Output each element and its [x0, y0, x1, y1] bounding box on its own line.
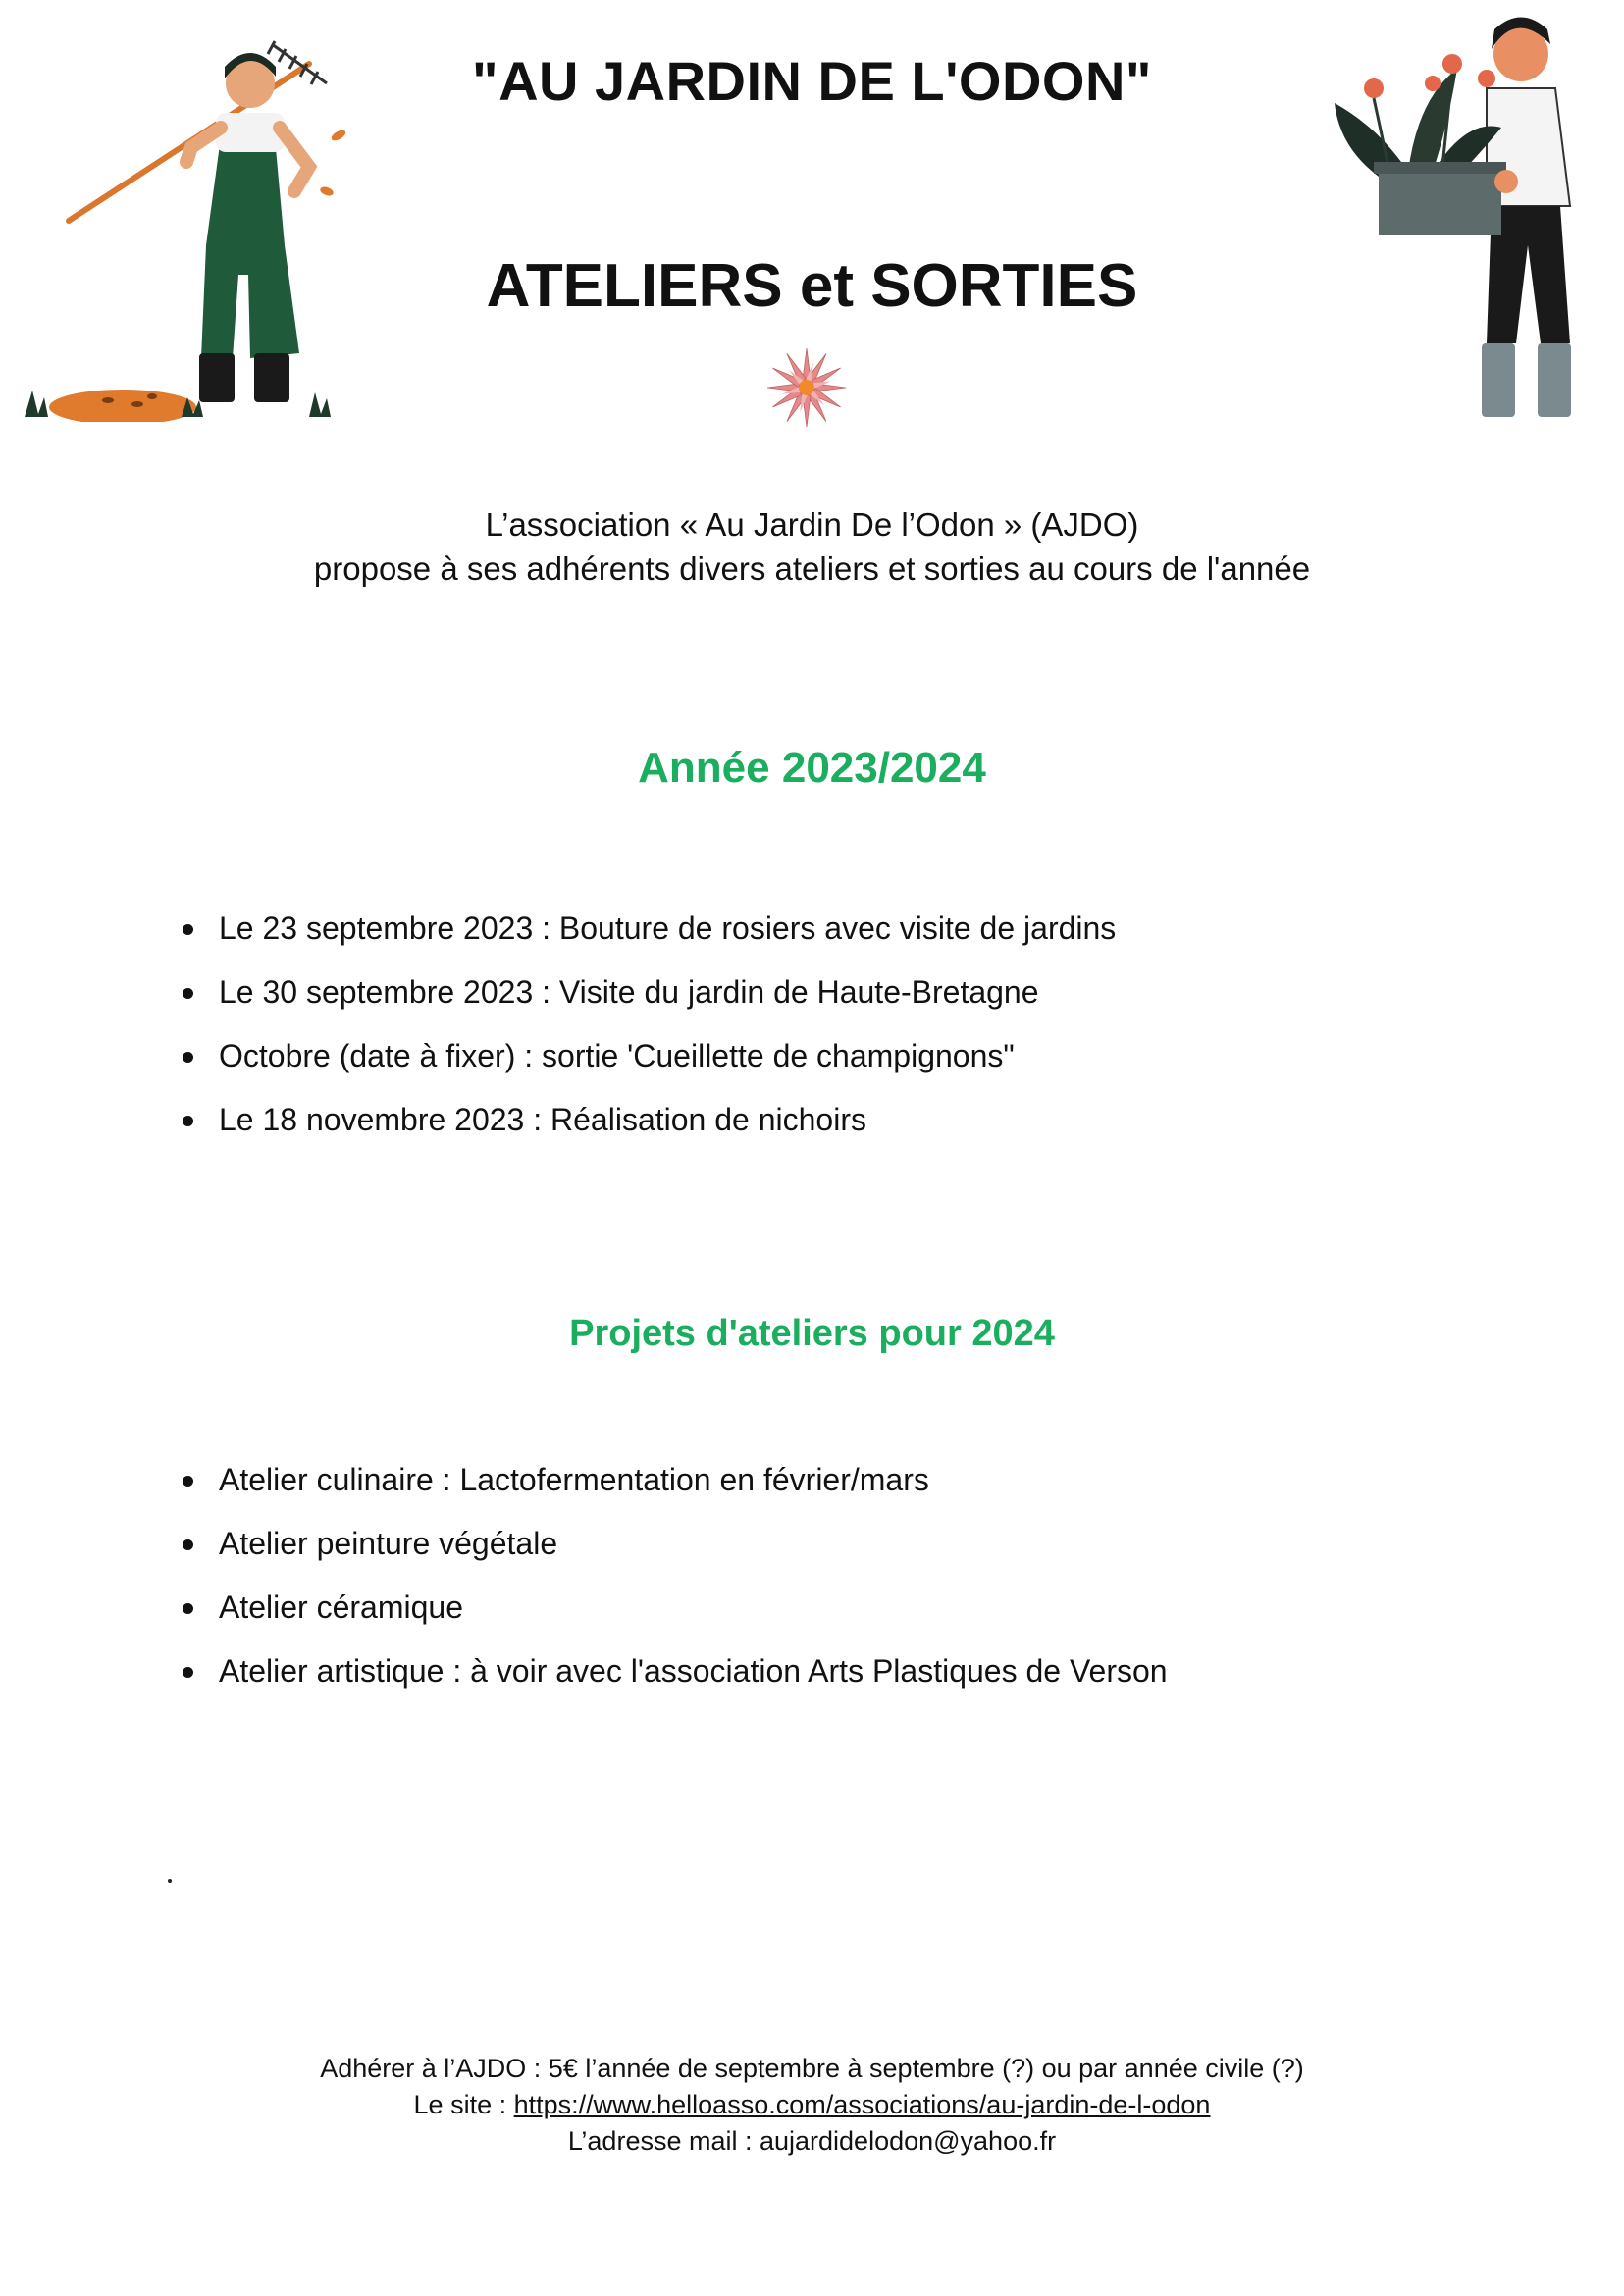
list-item: [172, 1036, 1116, 1100]
list-item: [172, 972, 1116, 1036]
intro-line: L’association « Au Jardin De l’Odon » (AJDO): [485, 506, 1139, 543]
list-item-text: Atelier artistique : à voir avec l'association Arts Plastiques de Verson: [219, 1653, 1168, 1689]
site-link[interactable]: https://www.helloasso.com/associations/au-jardin-de-l-odon: [513, 2090, 1211, 2119]
section-heading-projets-2024: Projets d'ateliers pour 2024: [569, 1313, 1055, 1354]
section-heading-2023-2024: Année 2023/2024: [638, 744, 986, 792]
bullet-icon: [183, 1539, 193, 1550]
bullet-icon: [183, 1052, 193, 1063]
page-subtitle: ATELIERS et SORTIES: [486, 252, 1138, 320]
membership-info: Adhérer à l’AJDO : 5€ l’année de septembre à septembre (?) ou par année civile (?): [320, 2054, 1304, 2083]
list-item-text: Le 18 novembre 2023 : Réalisation de nichoirs: [219, 1102, 866, 1137]
intro-text: [0, 502, 1624, 591]
list-item: [172, 1460, 1168, 1524]
bullet-icon: [183, 1603, 193, 1614]
mail-info: L’adresse mail : aujardidelodon@yahoo.fr: [567, 2126, 1057, 2156]
site-label: Le site :: [413, 2090, 514, 2119]
bullet-icon: [183, 1476, 193, 1487]
site-line: [0, 2087, 1624, 2123]
stray-mark: [168, 1879, 172, 1883]
list-item-text: Atelier culinaire : Lactofermentation en février/mars: [219, 1462, 929, 1497]
list-item: [172, 909, 1116, 972]
list-item: [172, 1100, 1116, 1164]
bullet-icon: [183, 1116, 193, 1126]
bullet-icon: [183, 1667, 193, 1678]
intro-line: propose à ses adhérents divers ateliers et sorties au cours de l'année: [313, 550, 1311, 587]
list-item-text: Atelier peinture végétale: [219, 1526, 558, 1561]
list-item-text: Le 23 septembre 2023 : Bouture de rosiers avec visite de jardins: [219, 911, 1117, 946]
page-title: "AU JARDIN DE L'ODON": [472, 50, 1152, 112]
list-item-text: Octobre (date à fixer) : sortie 'Cueillette de champignons": [219, 1038, 1015, 1073]
list-item-text: Atelier céramique: [219, 1590, 463, 1625]
list-item: [172, 1524, 1168, 1588]
flower-ornament-icon: [762, 343, 851, 432]
workshops-list-2024: [172, 1460, 1168, 1715]
list-item: [172, 1588, 1168, 1651]
list-item-text: Le 30 septembre 2023 : Visite du jardin de Haute-Bretagne: [219, 974, 1039, 1010]
footer: [0, 2051, 1624, 2160]
bullet-icon: [183, 988, 193, 999]
events-list-2023-2024: [172, 909, 1116, 1164]
bullet-icon: [183, 924, 193, 935]
list-item: [172, 1651, 1168, 1715]
